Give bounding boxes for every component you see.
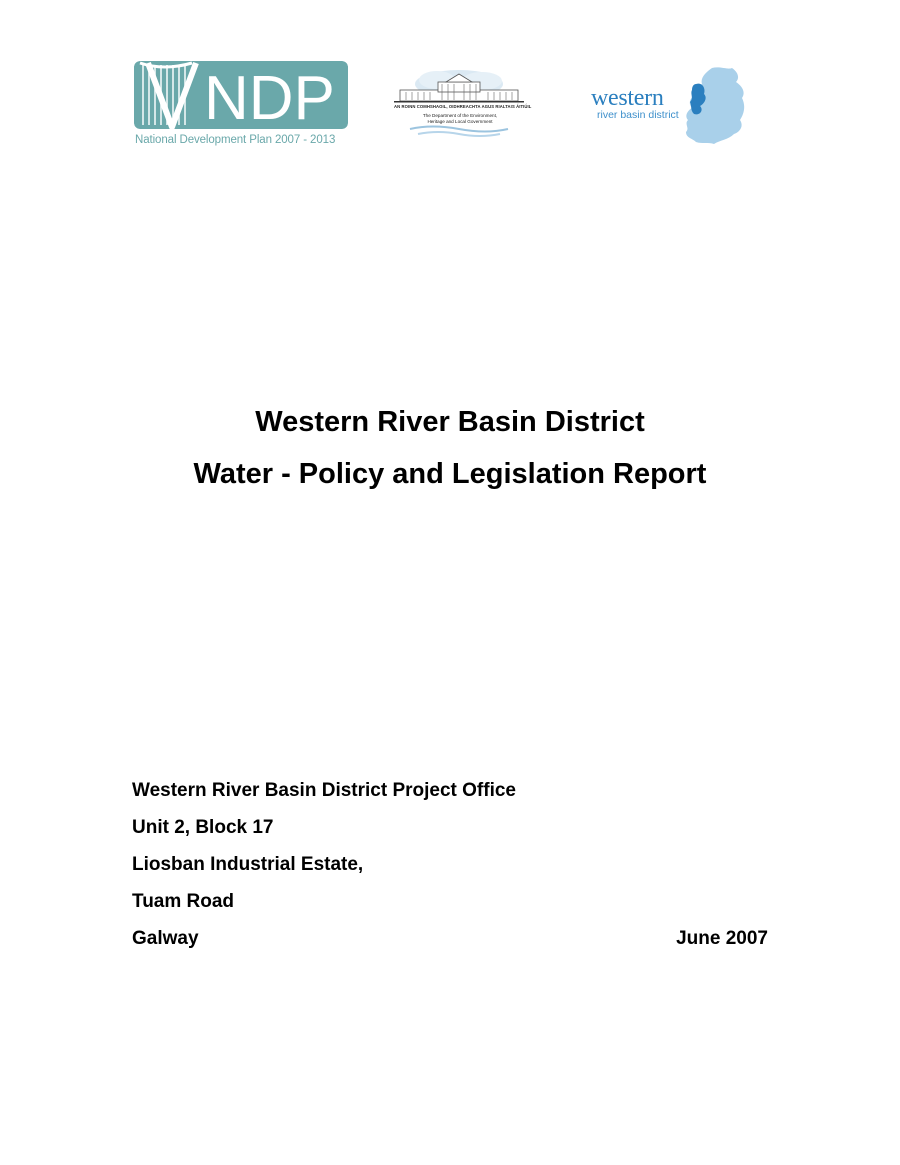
address-line: Unit 2, Block 17 (132, 817, 274, 838)
department-english-name-1: The Department of the Environment, (422, 113, 498, 118)
ndp-wordmark: NDP (204, 64, 335, 129)
publication-date: June 2007 (676, 928, 768, 949)
wrbd-wordmark: western (591, 85, 664, 111)
ndp-caption: National Development Plan 2007 - 2013 (135, 134, 336, 146)
department-english-name-2: Heritage and Local Government (427, 119, 493, 124)
ndp-logo (134, 61, 350, 153)
address-line: Western River Basin District Project Office (132, 780, 516, 801)
address-line: Galway (132, 928, 199, 949)
wrbd-logo (590, 66, 750, 146)
department-irish-name: AN ROINN COMHSHAOIL, OIDHREACHTA AGUS RIALTAIS ÁITIÚIL (394, 104, 532, 109)
ndp-logo-mark (134, 61, 348, 129)
wrbd-subtitle: river basin district (597, 109, 679, 121)
address-line: Tuam Road (132, 891, 235, 912)
department-logo (392, 66, 532, 140)
document-title-line-2: Water - Policy and Legislation Report (193, 458, 707, 490)
government-building-icon (392, 66, 532, 140)
ireland-map-icon (682, 66, 748, 146)
document-title-line-1: Western River Basin District (255, 406, 645, 438)
address-line: Liosban Industrial Estate, (132, 854, 364, 875)
